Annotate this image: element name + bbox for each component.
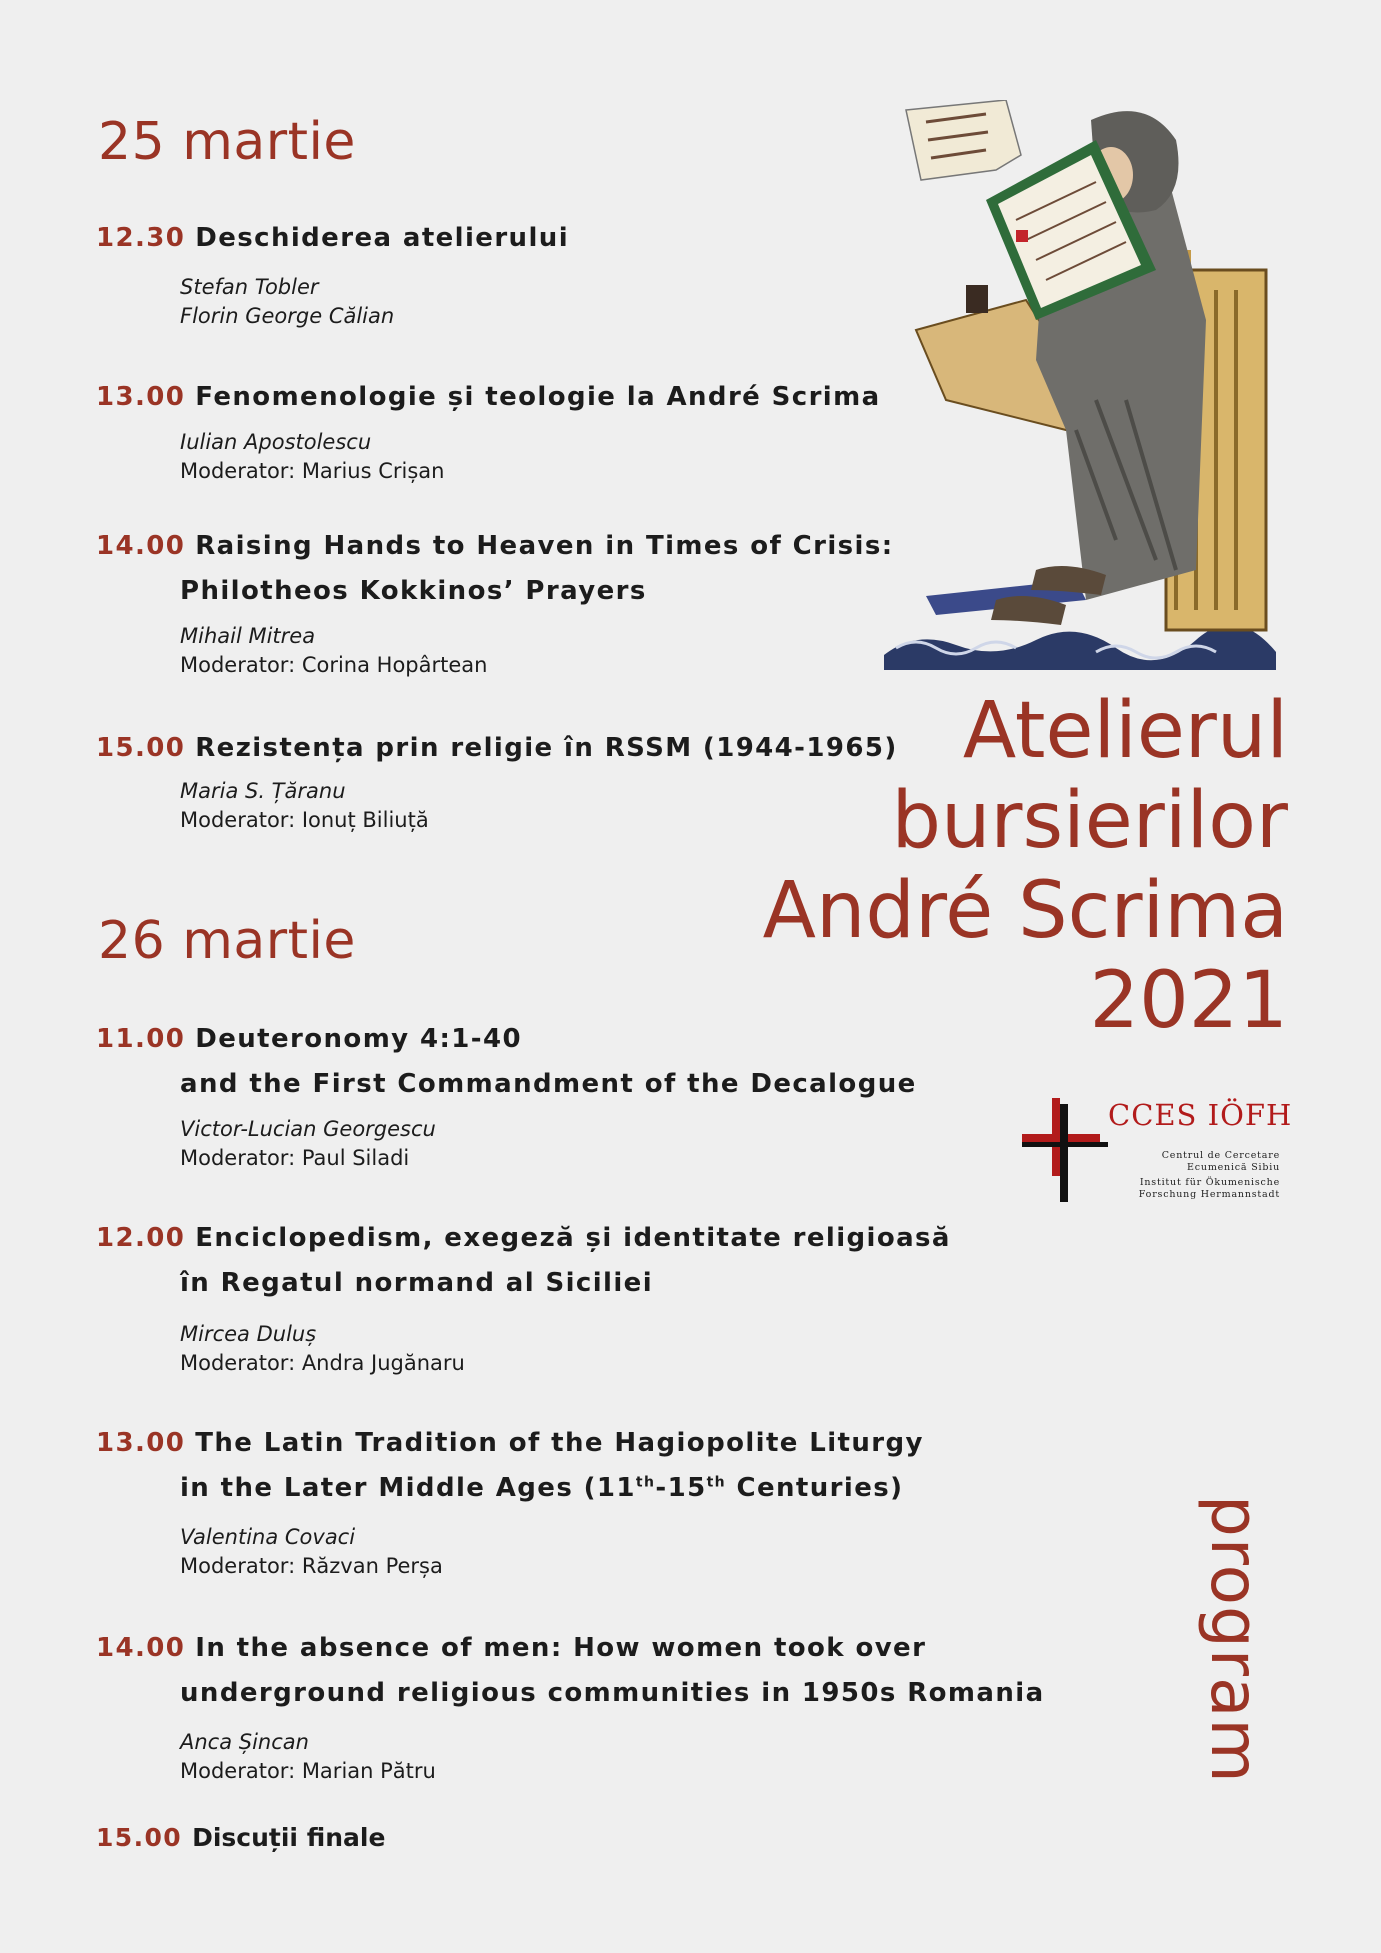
- title-part: -15: [655, 1473, 707, 1503]
- session-1400: [96, 524, 996, 680]
- session-title: Discuții finale: [192, 1823, 386, 1852]
- session-time: 12.30: [96, 223, 186, 253]
- session-1300: [96, 375, 996, 486]
- session-1500-day2: [96, 1815, 996, 1860]
- day-heading-25-martie: 25 martie: [98, 112, 356, 172]
- session-title: Deuteronomy 4:1-40: [195, 1024, 522, 1054]
- day-heading-26-martie: 26 martie: [98, 911, 356, 971]
- moderator-name: Moderator: Corina Hopârtean: [180, 653, 488, 677]
- session-title: Fenomenologie și teologie la André Scrima: [195, 382, 881, 412]
- cross-logo-icon: [1022, 1098, 1108, 1202]
- moderator-name: Moderator: Andra Jugănaru: [180, 1351, 465, 1375]
- logo-line2: Ecumenică Sibiu: [1187, 1162, 1280, 1173]
- event-title: [763, 686, 1288, 1046]
- session-title: Raising Hands to Heaven in Times of Crisis:: [195, 531, 894, 561]
- moderator-name: Moderator: Ionuț Biliuță: [180, 808, 429, 832]
- cces-logo: [1022, 1098, 1293, 1202]
- speaker-name: Anca Șincan: [180, 1730, 309, 1754]
- session-title-cont: Philotheos Kokkinos’ Prayers: [180, 576, 647, 606]
- logo-line1: Centrul de Cercetare: [1161, 1150, 1280, 1161]
- session-1230: [96, 216, 996, 331]
- session-time: 11.00: [96, 1024, 186, 1054]
- event-title-line2: bursierilor: [891, 776, 1288, 866]
- speaker-name-2: Florin George Călian: [180, 304, 395, 328]
- superscript: th: [706, 1474, 727, 1491]
- speaker-name: Mihail Mitrea: [180, 624, 316, 648]
- speaker-name: Iulian Apostolescu: [180, 430, 372, 454]
- logo-line4: Forschung Hermannstadt: [1138, 1189, 1280, 1200]
- event-title-line3: André Scrima: [762, 866, 1288, 956]
- moderator-name: Moderator: Marius Crișan: [180, 459, 445, 483]
- title-part: Centuries): [726, 1473, 904, 1503]
- event-title-year: 2021: [1089, 956, 1288, 1046]
- moderator-name: Moderator: Paul Siladi: [180, 1146, 410, 1170]
- session-1300-day2: [96, 1421, 996, 1581]
- session-time: 15.00: [96, 733, 186, 763]
- moderator-name: Moderator: Răzvan Perșa: [180, 1554, 443, 1578]
- speaker-name: Victor-Lucian Georgescu: [180, 1117, 436, 1141]
- session-title-cont: underground religious communities in 1950s Romania: [180, 1678, 1045, 1708]
- speaker-name: Mircea Duluș: [180, 1322, 317, 1346]
- session-time: 14.00: [96, 531, 186, 561]
- session-time: 13.00: [96, 382, 186, 412]
- event-title-line1: Atelierul: [962, 686, 1288, 776]
- speaker-name: Maria S. Țăranu: [180, 779, 346, 803]
- session-1200: [96, 1216, 996, 1378]
- session-time: 13.00: [96, 1428, 186, 1458]
- session-time: 15.00: [96, 1823, 183, 1852]
- superscript: th: [635, 1474, 656, 1491]
- session-title: Deschiderea atelierului: [195, 223, 570, 253]
- session-time: 14.00: [96, 1633, 186, 1663]
- title-part: in the Later Middle Ages (11: [180, 1473, 636, 1503]
- session-time: 12.00: [96, 1223, 186, 1253]
- session-title: Rezistența prin religie în RSSM (1944-1965): [195, 733, 898, 763]
- program-label: program: [1196, 1495, 1273, 1784]
- session-title-cont: [96, 1466, 996, 1511]
- logo-text: CCES IÖFH: [1108, 1098, 1293, 1132]
- moderator-name: Moderator: Marian Pătru: [180, 1759, 436, 1783]
- session-title: In the absence of men: How women took over: [195, 1633, 927, 1663]
- speaker-name: Valentina Covaci: [180, 1525, 356, 1549]
- session-1400-day2: [96, 1626, 1045, 1786]
- session-title-cont: and the First Commandment of the Decalogue: [180, 1069, 917, 1099]
- session-title: The Latin Tradition of the Hagiopolite Liturgy: [195, 1428, 924, 1458]
- speaker-name: Stefan Tobler: [180, 275, 319, 299]
- session-title-cont: în Regatul normand al Siciliei: [180, 1268, 654, 1298]
- session-title: Enciclopedism, exegeză și identitate religioasă: [195, 1223, 951, 1253]
- logo-line3: Institut für Ökumenische: [1139, 1177, 1280, 1188]
